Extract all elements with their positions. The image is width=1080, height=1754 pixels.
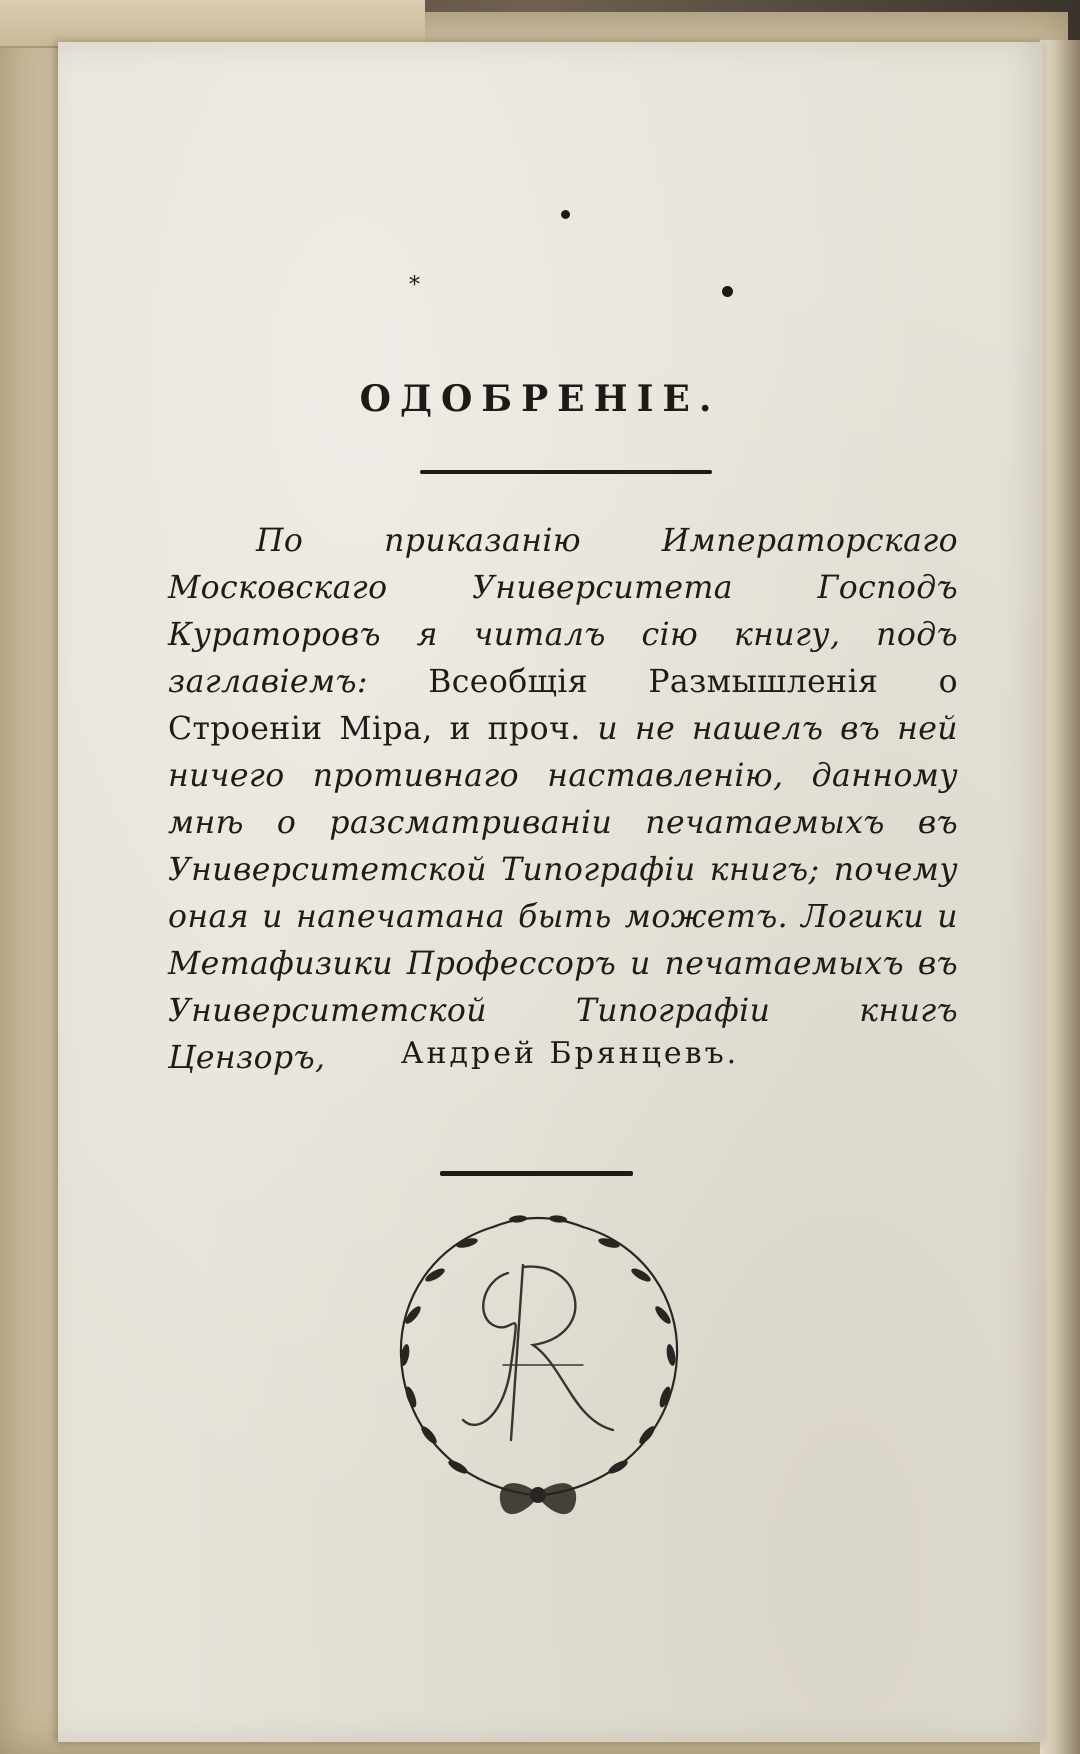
title-rule [420, 470, 712, 474]
vignette-rule [440, 1171, 633, 1176]
page-title: ОДОБРЕНІЕ. [359, 378, 721, 420]
ornament-right-dot [722, 286, 733, 297]
cover-top-strip [0, 0, 425, 48]
approval-text [168, 518, 958, 1082]
ornament-star-left: * [409, 273, 420, 298]
book-title-reference: Всеобщія Размышленія о Строеніи Міра, и проч. [168, 664, 958, 747]
approval-text-part1: По приказанію Императорскаго Московскаго Университета Господъ Кураторовъ я читалъ сію книгу, подъ заглавіемъ: [168, 523, 958, 700]
wreath-right-branch [543, 1227, 677, 1495]
page-edges [1040, 40, 1080, 1754]
wreath-top-branch [493, 1218, 583, 1227]
monogram-icon [463, 1265, 613, 1440]
wreath-left-branch [401, 1227, 533, 1495]
ornament-top-dot [561, 210, 570, 219]
approval-text-part3: и не нашелъ въ ней ничего противнаго наставленію, данному мнѣ о разсматриваніи печатаемыхъ въ Университетской Типографіи книгъ; почему оная и напечатана быть можетъ. Логики и Метафизики Профессоръ и печатаемыхъ въ Университетской Типографіи книгъ Цензоръ, [168, 711, 958, 1076]
wreath-monogram-vignette [383, 1205, 693, 1525]
censor-signature: Андрей Брянцевъ. [400, 1036, 740, 1071]
